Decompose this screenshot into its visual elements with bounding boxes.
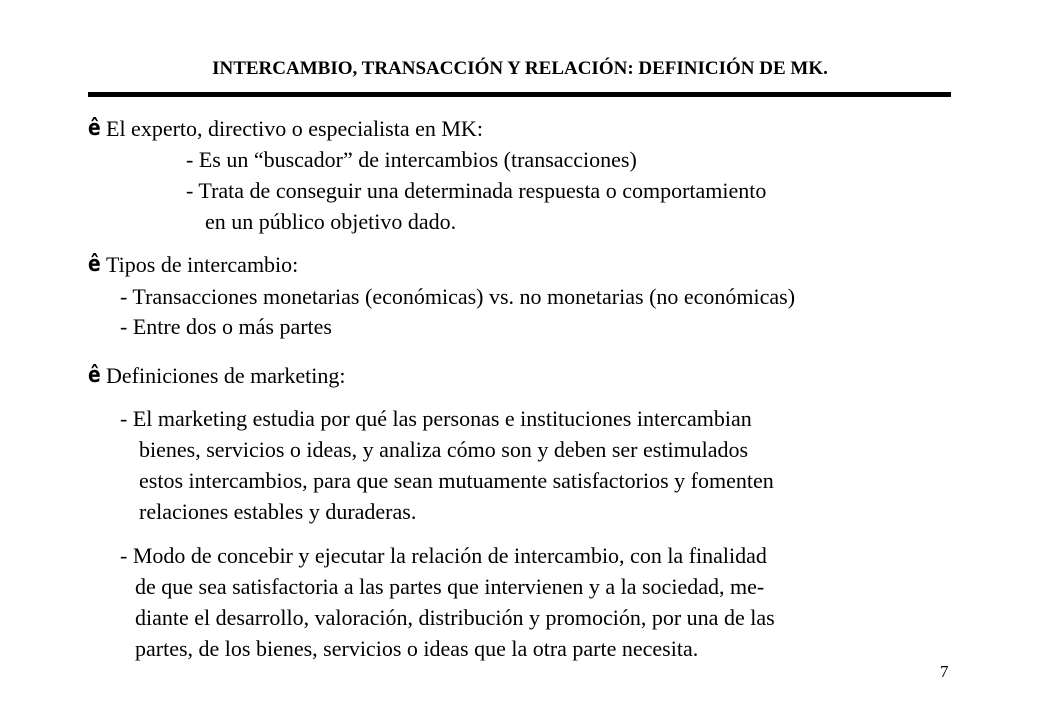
definition-1-line: bienes, servicios o ideas, y analiza cómo son y deben ser estimulados	[139, 437, 749, 462]
definition-1-line: - El marketing estudia por qué las personas e instituciones intercambian	[120, 406, 752, 431]
definition-2-line: de que sea satisfactoria a las partes que intervienen y a la sociedad, me-	[135, 574, 765, 599]
section-heading-definiciones: Definiciones de marketing:	[106, 363, 346, 388]
page-number: 7	[940, 662, 949, 681]
section-heading-experto: El experto, directivo o especialista en MK:	[106, 116, 483, 141]
definition-1-line: estos intercambios, para que sean mutuamente satisfactorios y fomenten	[139, 468, 774, 493]
definition-1-line: relaciones estables y duraderas.	[139, 499, 417, 524]
list-item: - Es un “buscador” de intercambios (transacciones)	[186, 147, 637, 172]
definition-2-line: partes, de los bienes, servicios o ideas que la otra parte necesita.	[135, 636, 699, 661]
definition-2-line: - Modo de concebir y ejecutar la relación de intercambio, con la finalidad	[120, 543, 767, 568]
list-item-continuation: en un público objetivo dado.	[205, 209, 457, 234]
list-item: - Trata de conseguir una determinada respuesta o comportamiento	[186, 178, 767, 203]
definition-2-line: diante el desarrollo, valoración, distribución y promoción, por una de las	[135, 605, 775, 630]
list-item: - Transacciones monetarias (económicas) vs. no monetarias (no económicas)	[120, 284, 796, 309]
slide-title: INTERCAMBIO, TRANSACCIÓN Y RELACIÓN: DEFINICIÓN DE MK.	[212, 58, 828, 79]
bullet-arrow-icon: ê	[88, 363, 101, 388]
list-item: - Entre dos o más partes	[120, 314, 332, 339]
section-heading-tipos: Tipos de intercambio:	[106, 252, 299, 277]
title-underline	[88, 92, 951, 97]
bullet-arrow-icon: ê	[88, 116, 101, 141]
bullet-arrow-icon: ê	[88, 252, 101, 277]
